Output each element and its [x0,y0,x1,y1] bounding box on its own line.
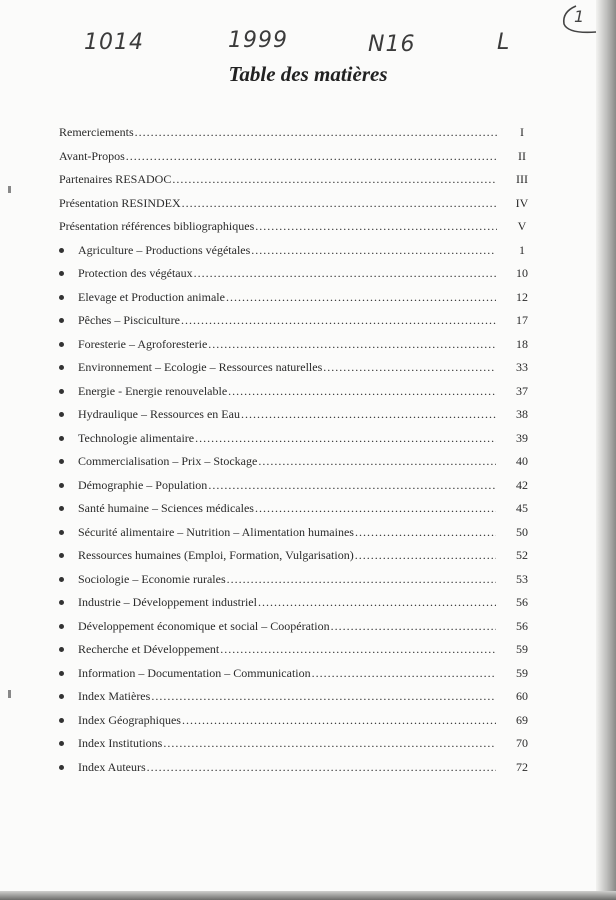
bullet-icon [59,694,64,699]
table-of-contents [0,121,600,779]
bullet-icon [59,271,64,276]
toc-entry-label: Pêches – Pisciculture ..... [78,309,496,333]
toc-entry-label: Index Matières ..... [78,685,496,709]
bullet-icon [59,600,64,605]
toc-entry-label: Foresterie – Agroforesterie ..... [78,333,496,357]
toc-entry-page-number: 69 [516,712,528,727]
toc-entry-label: Recherche et Développement ..... [78,638,496,662]
circled-page-number-mark [556,2,604,36]
toc-entry-label: Technologie alimentaire ..... [78,427,496,451]
toc-entry-label: Protection des végétaux ..... [78,262,496,286]
toc-entry-page-number: 42 [516,477,528,492]
toc-entry [0,732,600,756]
toc-entry-label: Elevage et Production animale ..... [78,286,496,310]
toc-entry-page-number: 59 [516,642,528,656]
toc-entry-label: Energie - Energie renouvelable ..... [78,380,496,404]
bullet-icon [59,483,64,488]
toc-entry-label: Développement économique et social – Coopération ..... [78,615,496,639]
toc-entry-label: Remerciements ..... [59,121,497,145]
bullet-icon [59,647,64,652]
toc-entry [0,192,600,216]
toc-entry-page-number: 33 [516,360,528,374]
toc-entry [0,168,600,192]
toc-entry-page-number: 12 [516,289,528,304]
toc-entry [0,591,600,615]
toc-entry [0,474,600,498]
bullet-icon [59,389,64,394]
handwritten-number-left: 1014 [84,30,144,55]
toc-entry [0,497,600,521]
toc-entry-page-number: 60 [516,689,528,703]
toc-entry-page-number: 18 [516,336,528,351]
toc-entry [0,615,600,639]
toc-entry [0,333,600,357]
toc-entry [0,662,600,686]
toc-entry-page-number: 39 [516,430,528,445]
toc-entry-label: Avant-Propos ..... [59,145,497,169]
toc-entry [0,756,600,780]
toc-entry-page-number: 37 [516,383,528,398]
toc-entry-label: Agriculture – Productions végétales ..... [78,239,496,263]
toc-entry-page-number: 1 [519,242,525,257]
toc-entry [0,709,600,733]
toc-entry [0,286,600,310]
toc-entry-label: Environnement – Ecologie – Ressources naturelles ..... [78,356,496,380]
bullet-icon [59,318,64,323]
toc-entry-label: Partenaires RESADOC ..... [59,168,497,192]
bullet-icon [59,459,64,464]
circled-number: 1 [574,7,585,26]
bullet-icon [59,506,64,511]
toc-entry-page-number: 72 [516,759,528,774]
toc-entry-page-number: 38 [516,407,528,421]
bullet-icon [59,624,64,629]
toc-entry-page-number: II [518,148,526,163]
toc-entry-page-number: 59 [516,665,528,680]
toc-entry [0,380,600,404]
toc-entry [0,568,600,592]
toc-entry [0,215,600,239]
toc-entry-page-number: 10 [516,266,528,280]
toc-entry [0,262,600,286]
toc-entry [0,427,600,451]
toc-entry [0,450,600,474]
bullet-icon [59,248,64,253]
bullet-icon [59,530,64,535]
toc-entry-label: Présentation références bibliographiques ..... [59,215,497,239]
toc-entry-page-number: 53 [516,571,528,586]
toc-entry-label: Commercialisation – Prix – Stockage ..... [78,450,496,474]
bullet-icon [59,553,64,558]
toc-entry-label: Hydraulique – Ressources en Eau ..... [78,403,496,427]
toc-entry-label: Index Auteurs ..... [78,756,496,780]
toc-entry-label: Sécurité alimentaire – Nutrition – Alimentation humaines ..... [78,521,496,545]
bullet-icon [59,671,64,676]
toc-entry-label: Information – Documentation – Communication ..... [78,662,496,686]
toc-entry-page-number: 40 [516,454,528,468]
bullet-icon [59,342,64,347]
bullet-icon [59,295,64,300]
toc-entry [0,356,600,380]
bullet-icon [59,577,64,582]
toc-entry-page-number: 56 [516,618,528,633]
toc-entry-page-number: 17 [516,313,528,327]
toc-entry-label: Index Institutions ..... [78,732,496,756]
toc-entry [0,309,600,333]
bullet-icon [59,741,64,746]
handwritten-corner-mark: L [497,30,511,55]
toc-entry-label: Ressources humaines (Emploi, Formation, Vulgarisation) ..... [78,544,496,568]
toc-entry-page-number: 45 [516,501,528,515]
toc-entry-label: Démographie – Population ..... [78,474,496,498]
toc-entry-page-number: V [517,219,527,233]
toc-entry-label: Index Géographiques ..... [78,709,496,733]
toc-entry [0,685,600,709]
toc-entry [0,121,600,145]
bullet-icon [59,718,64,723]
toc-entry-page-number: 52 [516,548,528,562]
toc-entry-page-number: 70 [516,736,528,750]
toc-entry [0,544,600,568]
toc-entry [0,638,600,662]
toc-entry-label: Industrie – Développement industriel ..... [78,591,496,615]
bullet-icon [59,365,64,370]
bullet-icon [59,436,64,441]
toc-entry-page-number: I [520,125,524,139]
toc-entry-page-number: 56 [516,595,528,609]
page-bottom-shadow [0,891,616,900]
toc-entry [0,521,600,545]
toc-entry-label: Santé humaine – Sciences médicales ..... [78,497,496,521]
toc-entry [0,239,600,263]
toc-entry-page-number: 50 [516,524,528,539]
toc-entry-label: Présentation RESINDEX ..... [59,192,497,216]
toc-entry [0,403,600,427]
toc-entry-page-number: IV [515,195,529,210]
toc-entry-label: Sociologie – Economie rurales ..... [78,568,496,592]
toc-entry-page-number: III [516,172,528,186]
bullet-icon [59,412,64,417]
handwritten-code: N16 [368,32,416,57]
handwritten-year: 1999 [228,28,288,53]
page-title: Table des matières [228,62,388,86]
toc-entry [0,145,600,169]
bullet-icon [59,765,64,770]
